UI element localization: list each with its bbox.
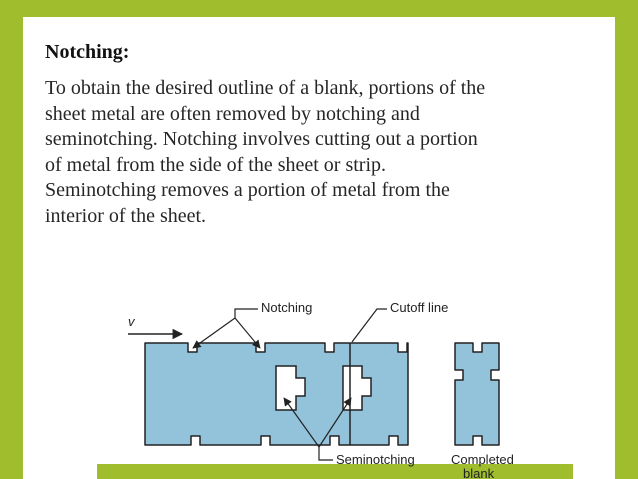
completed-blank-label-line2: blank [463, 466, 495, 479]
velocity-label: v [128, 314, 135, 329]
paragraph-line: sheet metal are often removed by notching and [45, 102, 420, 125]
notching-leader [235, 309, 258, 318]
paragraph-line: of metal from the side of the sheet or strip. [45, 153, 387, 176]
completed-blank-label-line1: Completed [451, 452, 514, 467]
paragraph-line: Seminotching removes a portion of metal from the [45, 179, 450, 201]
cutoff-line-label: Cutoff line [390, 300, 449, 315]
paragraph-line: seminotching. Notching involves cutting out a portion [45, 128, 478, 150]
slide-heading: Notching: [45, 41, 130, 63]
seminotching-label: Seminotching [336, 452, 415, 467]
cutoff-leader [352, 309, 387, 342]
paragraph-line: To obtain the desired outline of a blank, portions of the [45, 77, 486, 99]
completed-blank [455, 343, 499, 445]
seminotching-leader [319, 447, 333, 460]
notching-label: Notching [261, 300, 313, 315]
paragraph-line: interior of the sheet. [45, 204, 207, 227]
